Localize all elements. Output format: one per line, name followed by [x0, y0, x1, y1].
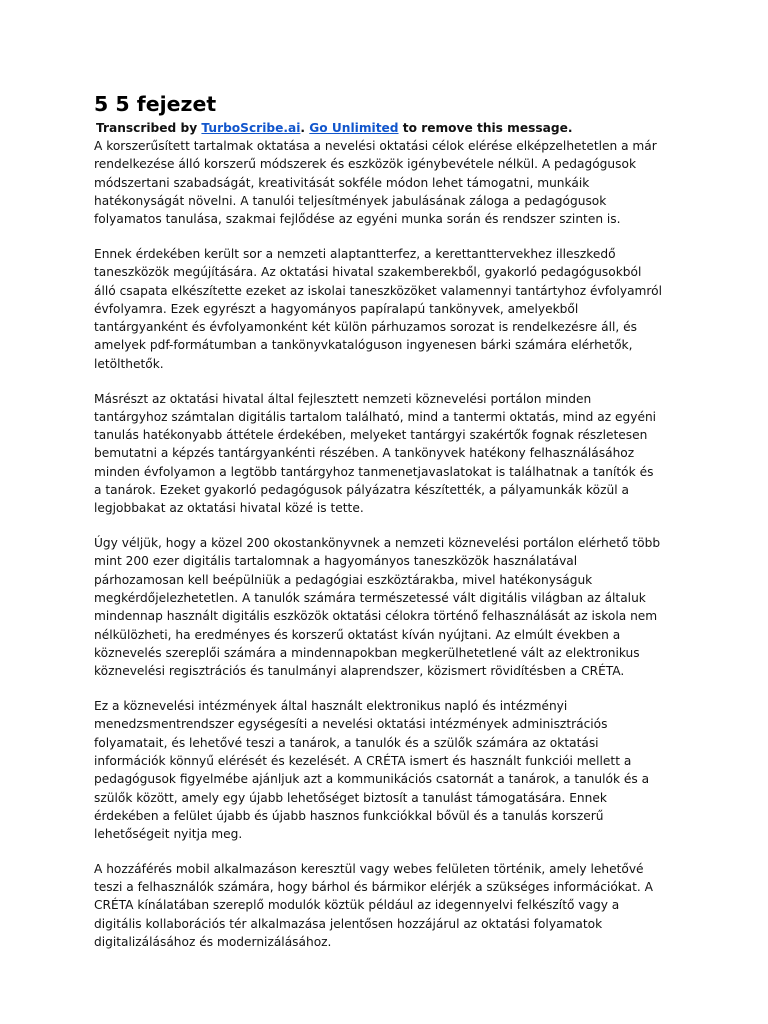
text-line: A hozzáférés mobil alkalmazáson keresztül vagy webes felületen történik, amely lehetővé: [94, 861, 644, 876]
paragraph: [94, 390, 684, 518]
paragraph: [94, 245, 684, 373]
text-line: digitális kollaborációs tér alkalmazása jelentősen hozzájárul az oktatási folyamatok: [94, 916, 603, 931]
text-line: bemutatni a képzés tantárgyankénti részében. A tankönyvek hatékony felhasználásához: [94, 446, 635, 461]
text-line: mindennap használt digitális eszközök oktatási célokra történő felhasználását az iskola nem: [94, 609, 658, 624]
chapter-heading: 5 5 fejezet: [94, 92, 217, 116]
transcription-banner: [96, 119, 684, 137]
paragraph: [94, 534, 684, 680]
text-line: évfolyamra. Ezek egyrészt a hagyományos papíralapú tankönyvek, amelyekből: [94, 301, 579, 316]
banner-suffix: to remove this message.: [398, 121, 573, 135]
text-line: Ez a köznevelési intézmények által használt elektronikus napló és intézményi: [94, 699, 568, 714]
document-page: [94, 89, 684, 968]
text-line: rendelkezése álló korszerű módszerek és eszközök igénybevétele nélkül. A pedagógusok: [94, 157, 637, 172]
text-line: tantárgyanként és évfolyamonként két külön párhuzamos sorozat is rendelkezésre áll, és: [94, 320, 637, 335]
text-line: érdekében a felület újabb és újabb hasznos funkciókkal bővül és a tanulás korszerű: [94, 808, 604, 823]
text-line: digitalizálásához és modernizálásához.: [94, 935, 332, 950]
text-line: mint 200 ezer digitális tartalomnak a hagyományos taneszközök használatával: [94, 554, 578, 569]
text-line: lehetőségeit nyitja meg.: [94, 827, 243, 842]
paragraph: [94, 137, 684, 228]
text-line: letölthetők.: [94, 356, 164, 371]
text-line: Ennek érdekében került sor a nemzeti alaptantterfez, a kerettanttervekhez illeszkedő: [94, 246, 616, 261]
text-line: Úgy véljük, hogy a közel 200 okostankönyvnek a nemzeti köznevelési portálon elérhető több: [94, 536, 661, 551]
banner-separator: .: [300, 121, 310, 135]
text-line: módszertani szabadságát, kreativitását sokféle módon lehet támogatni, munkáik: [94, 175, 590, 190]
text-line: álló csapata elkészítette ezeket az iskolai taneszközöket valamennyi tantártyhoz évfolyamról: [94, 283, 663, 298]
text-line: taneszközök megújítására. Az oktatási hivatal szakemberekből, gyakorló pedagógusokból: [94, 265, 642, 280]
text-line: Másrészt az oktatási hivatal által fejlesztett nemzeti köznevelési portálon minden: [94, 391, 592, 406]
go-unlimited-link[interactable]: Go Unlimited: [309, 121, 399, 135]
text-line: hatékonyságát növelni. A tanulói teljesítmények jabulásának záloga a pedagógusok: [94, 193, 607, 208]
text-line: információk könnyű elérését és kezelését. A CRÉTA ismert és használt funkciói mellett a: [94, 753, 632, 768]
text-line: CRÉTA kínálatában szereplő modulók köztük például az idegennyelvi felkészítő vagy a: [94, 898, 620, 913]
text-line: teszi a felhasználók számára, hogy bárhol és bármikor elérjék a szükséges információkat. A: [94, 880, 653, 895]
text-line: amelyek pdf-formátumban a tankönyvkatalóguson ingyenesen bárki számára elérhetők,: [94, 338, 633, 353]
text-line: nélkülözheti, ha eredményes és korszerű oktatást kíván nyújtani. Az elmúlt években a: [94, 627, 621, 642]
text-line: minden évfolyamon a legtöbb tantárgyhoz tanmenetjavaslatokat is találhatnak a tanítók és: [94, 464, 654, 479]
text-line: tantárgyhoz számtalan digitális tartalom található, mind a tantermi oktatás, mind az egyéni: [94, 409, 657, 424]
text-line: A korszerűsített tartalmak oktatása a nevelési oktatási célok elérése elképzelhetetlen a már: [94, 139, 657, 153]
text-line: folyamatos tanulása, szakmai fejlődése az egyéni munka során és rendszer szinten is.: [94, 212, 621, 227]
text-line: folyamatait, és lehetővé teszi a tanárok, a tanulók és a szülők számára az oktatási: [94, 735, 599, 750]
text-line: köznevelés szereplői számára a mindennapokban megkerülhetetlené vált az elektronikus: [94, 645, 640, 660]
text-line: szülők között, amely egy újabb lehetőséget biztosít a tanulást támogatására. Ennek: [94, 790, 607, 805]
text-line: pedagógusok figyelmébe ajánljuk azt a kommunikációs csatornát a tanárok, a tanulók és a: [94, 772, 650, 787]
paragraph: [94, 860, 684, 951]
text-line: tanulás hatékonyabb áttétele érdekében, melyeket tantárgyi szakértők fognak részletesen: [94, 428, 648, 443]
text-line: párhozamosan kell beépülniük a pedagógiai eszköztárakba, mivel hatékonyságuk: [94, 572, 593, 587]
text-line: legjobbakat az oktatási hivatal közé is tette.: [94, 501, 364, 516]
text-line: menedzsmentrendszer egységesíti a nevelési oktatási intézmények adminisztrációs: [94, 717, 608, 732]
text-line: köznevelési regisztrációs és tanulmányi alaprendszer, közismert rövidítésben a CRÉTA.: [94, 664, 625, 679]
text-line: megkérdőjelezhetetlen. A tanulók számára természetessé vált digitális világban az általuk: [94, 591, 646, 606]
banner-prefix: Transcribed by: [96, 121, 202, 135]
paragraph: [94, 697, 684, 843]
turboscribe-link[interactable]: TurboScribe.ai: [201, 121, 301, 135]
text-line: a tanárok. Ezeket gyakorló pedagógusok pályázatra készítették, a pályamunkák közül a: [94, 483, 629, 498]
